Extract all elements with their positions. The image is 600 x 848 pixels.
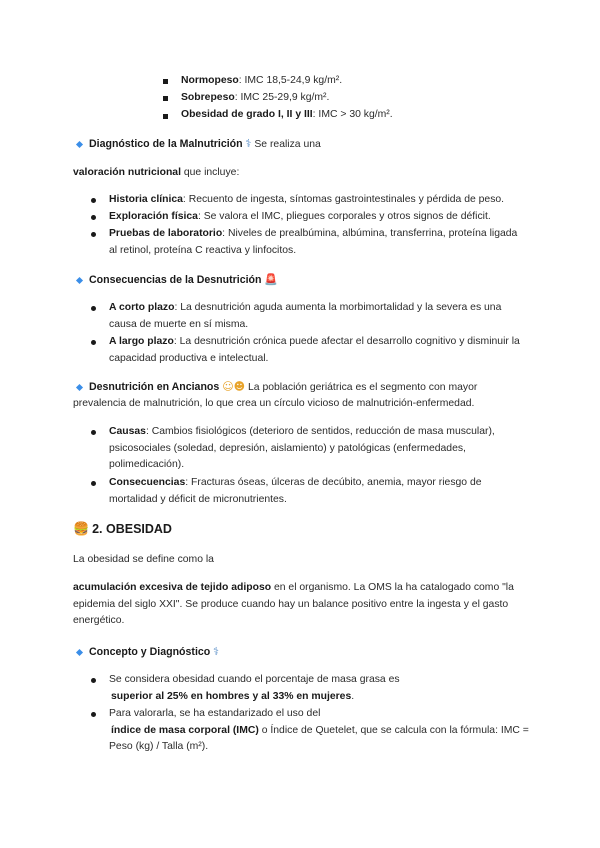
square-bullet — [163, 114, 168, 119]
round-bullet — [91, 215, 96, 220]
round-bullet — [91, 232, 96, 237]
list-item: Causas: Cambios fisiológicos (deterioro de sentidos, reducción de masa muscular), psicosociales (soledad, depresión, aislamiento) y patológicas (enfermedades, polimedicación). — [109, 426, 495, 470]
section-heading: Concepto y Diagnóstico ⚕ — [89, 645, 220, 658]
square-bullet — [163, 79, 168, 84]
list-item: Obesidad de grado I, II y III: IMC > 30 kg/m². — [181, 109, 393, 120]
round-bullet — [91, 481, 96, 486]
list-item: A largo plazo: La desnutrición crónica puede afectar el desarrollo cognitivo y disminuir la capacidad productiva e intelectual. — [109, 336, 520, 364]
list-item: Historia clínica: Recuento de ingesta, síntomas gastrointestinales y pérdida de peso. — [109, 194, 505, 205]
face-icon: ☺ — [222, 380, 234, 393]
burger-icon: 🍔 — [73, 522, 90, 537]
list-item: Exploración física: Se valora el IMC, pliegues corporales y otros signos de déficit. — [109, 211, 491, 222]
section-heading: Desnutrición en Ancianos ☺☻ La población geriátrica es el segmento con mayor — [89, 380, 478, 393]
siren-icon: 🚨 — [264, 273, 279, 286]
round-bullet — [91, 712, 96, 717]
round-bullet — [91, 306, 96, 311]
diamond-bullet-icon — [76, 141, 83, 148]
square-bullet — [163, 96, 168, 101]
round-bullet — [91, 430, 96, 435]
round-bullet — [91, 340, 96, 345]
list-item: Normopeso: IMC 18,5-24,9 kg/m². — [181, 75, 343, 86]
stethoscope-icon: ⚕ — [245, 137, 252, 150]
section-heading: Diagnóstico de la Malnutrición ⚕ Se realiza una — [89, 137, 321, 150]
elderly-face-icon: ☻ — [233, 380, 246, 393]
diamond-bullet-icon — [76, 649, 83, 656]
list-item: Consecuencias: Fracturas óseas, úlceras de decúbito, anemia, mayor riesgo de mortalidad y déficit de micronutrientes. — [109, 477, 482, 505]
paragraph: La obesidad se define como la — [73, 554, 214, 565]
list-item: Sobrepeso: IMC 25-29,9 kg/m². — [181, 92, 330, 103]
round-bullet — [91, 198, 96, 203]
list-item: Pruebas de laboratorio: Niveles de prealbúmina, albúmina, transferrina, proteína ligada al retinol, proteína C reactiva y linfocitos. — [109, 228, 518, 256]
section-title: 🍔 2. OBESIDAD — [73, 522, 172, 537]
list-item: Se considera obesidad cuando el porcentaje de masa grasa es superior al 25% en hombres y al 33% en mujeres. — [109, 674, 400, 702]
round-bullet — [91, 678, 96, 683]
list-item: Para valorarla, se ha estandarizado el uso del índice de masa corporal (IMC) o Índice de Quetelet, que se calcula con la fórmula: IMC = Peso (kg) / Talla (m²). — [109, 708, 529, 752]
paragraph: prevalencia de malnutrición, lo que crea un círculo vicioso de malnutrición-enfermedad. — [73, 398, 475, 409]
stethoscope-icon: ⚕ — [213, 645, 220, 658]
list-item: A corto plazo: La desnutrición aguda aumenta la morbimortalidad y la severa es una causa de muerte en sí misma. — [109, 302, 502, 330]
paragraph: valoración nutricional que incluye: — [73, 167, 240, 178]
paragraph: acumulación excesiva de tejido adiposo en el organismo. La OMS la ha catalogado como "la epidemia del siglo XXI". Se produce cuando hay un balance positivo entre la ingesta y el gasto energético. — [73, 582, 514, 626]
diamond-bullet-icon — [76, 384, 83, 391]
section-heading: Consecuencias de la Desnutrición 🚨 — [89, 273, 279, 286]
diamond-bullet-icon — [76, 277, 83, 284]
